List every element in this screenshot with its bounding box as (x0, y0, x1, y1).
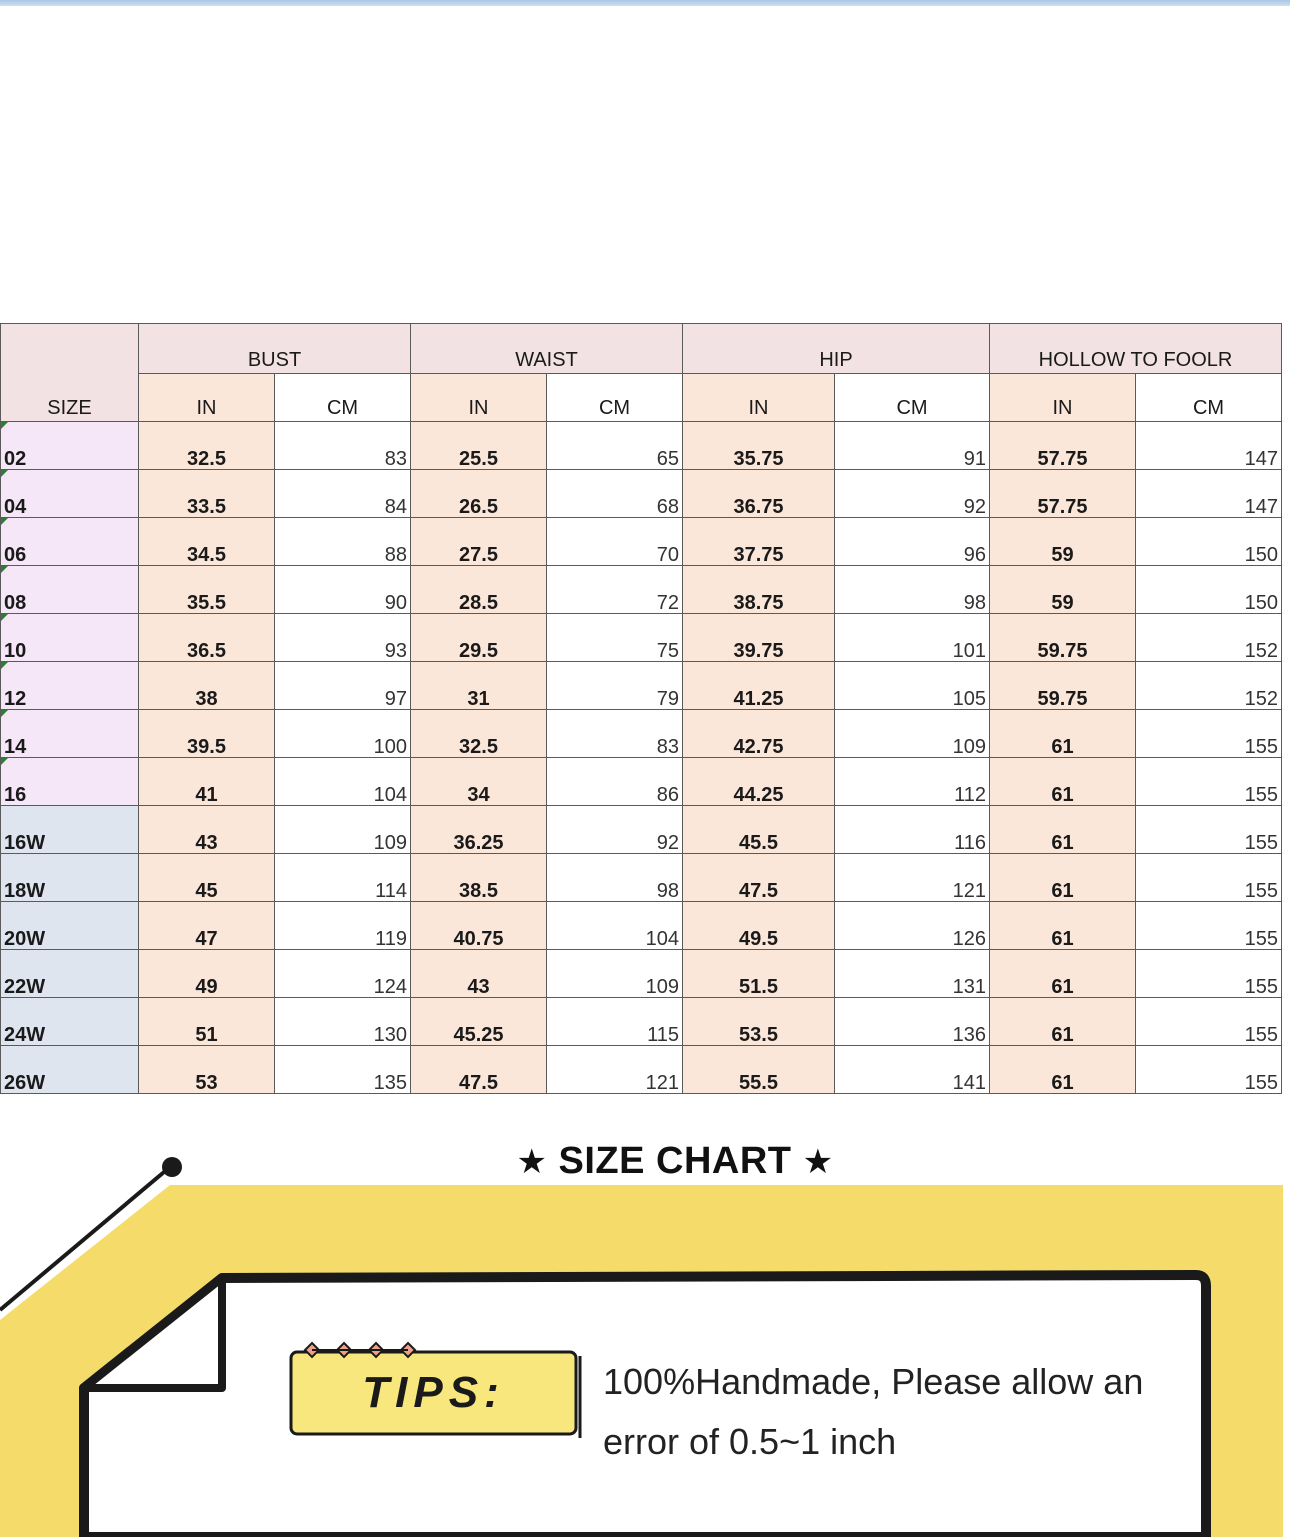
inch-value-cell: 43 (411, 950, 547, 998)
cm-value-cell: 109 (835, 710, 990, 758)
inch-value-cell: 32.5 (139, 422, 275, 470)
waist-in-header: IN (411, 374, 547, 422)
cm-value-cell: 84 (275, 470, 411, 518)
inch-value-cell: 44.25 (683, 758, 835, 806)
inch-value-cell: 38 (139, 662, 275, 710)
cm-value-cell: 75 (547, 614, 683, 662)
size-cell: 22W (1, 950, 139, 998)
inch-value-cell: 29.5 (411, 614, 547, 662)
cm-value-cell: 90 (275, 566, 411, 614)
size-cell: 16W (1, 806, 139, 854)
inch-value-cell: 35.5 (139, 566, 275, 614)
inch-value-cell: 61 (990, 950, 1136, 998)
size-cell: 04 (1, 470, 139, 518)
size-cell: 20W (1, 902, 139, 950)
table-row (1, 854, 1282, 902)
size-cell: 10 (1, 614, 139, 662)
cm-value-cell: 121 (547, 1046, 683, 1094)
inch-value-cell: 57.75 (990, 470, 1136, 518)
cm-value-cell: 115 (547, 998, 683, 1046)
inch-value-cell: 59.75 (990, 614, 1136, 662)
cm-value-cell: 92 (547, 806, 683, 854)
cm-value-cell: 124 (275, 950, 411, 998)
table-row (1, 470, 1282, 518)
pin-dot (162, 1157, 182, 1177)
inch-value-cell: 32.5 (411, 710, 547, 758)
cm-value-cell: 147 (1136, 470, 1282, 518)
hip-cm-header: CM (835, 374, 990, 422)
inch-value-cell: 61 (990, 854, 1136, 902)
table-row (1, 950, 1282, 998)
size-column-header: SIZE (1, 324, 139, 422)
cm-value-cell: 126 (835, 902, 990, 950)
tips-badge: TIPS: (362, 1368, 505, 1417)
cm-value-cell: 155 (1136, 998, 1282, 1046)
inch-value-cell: 36.25 (411, 806, 547, 854)
table-row (1, 422, 1282, 470)
cm-value-cell: 98 (835, 566, 990, 614)
inch-value-cell: 41 (139, 758, 275, 806)
cm-value-cell: 68 (547, 470, 683, 518)
table-row (1, 710, 1282, 758)
inch-value-cell: 31 (411, 662, 547, 710)
cm-value-cell: 79 (547, 662, 683, 710)
inch-value-cell: 49 (139, 950, 275, 998)
cm-value-cell: 136 (835, 998, 990, 1046)
cm-value-cell: 150 (1136, 566, 1282, 614)
cm-value-cell: 155 (1136, 950, 1282, 998)
tips-text (603, 1352, 1223, 1472)
cm-value-cell: 135 (275, 1046, 411, 1094)
inch-value-cell: 39.75 (683, 614, 835, 662)
inch-value-cell: 49.5 (683, 902, 835, 950)
table-row (1, 998, 1282, 1046)
cm-value-cell: 109 (275, 806, 411, 854)
cm-value-cell: 92 (835, 470, 990, 518)
size-cell: 24W (1, 998, 139, 1046)
inch-value-cell: 36.75 (683, 470, 835, 518)
inch-value-cell: 38.5 (411, 854, 547, 902)
cm-value-cell: 100 (275, 710, 411, 758)
tips-line-2: error of 0.5~1 inch (603, 1421, 897, 1462)
unit-header-row (1, 374, 1282, 422)
cm-value-cell: 114 (275, 854, 411, 902)
cm-value-cell: 91 (835, 422, 990, 470)
size-cell: 12 (1, 662, 139, 710)
cm-value-cell: 104 (275, 758, 411, 806)
table-row (1, 1046, 1282, 1094)
size-cell: 06 (1, 518, 139, 566)
inch-value-cell: 27.5 (411, 518, 547, 566)
inch-value-cell: 53 (139, 1046, 275, 1094)
inch-value-cell: 42.75 (683, 710, 835, 758)
inch-value-cell: 61 (990, 998, 1136, 1046)
waist-cm-header: CM (547, 374, 683, 422)
table-row (1, 566, 1282, 614)
bust-cm-header: CM (275, 374, 411, 422)
table-row (1, 518, 1282, 566)
size-cell: 08 (1, 566, 139, 614)
cm-value-cell: 121 (835, 854, 990, 902)
inch-value-cell: 37.75 (683, 518, 835, 566)
hollow-in-header: IN (990, 374, 1136, 422)
cm-value-cell: 98 (547, 854, 683, 902)
inch-value-cell: 61 (990, 902, 1136, 950)
cm-value-cell: 83 (275, 422, 411, 470)
table-row (1, 806, 1282, 854)
inch-value-cell: 25.5 (411, 422, 547, 470)
cm-value-cell: 93 (275, 614, 411, 662)
cm-value-cell: 130 (275, 998, 411, 1046)
inch-value-cell: 61 (990, 710, 1136, 758)
cm-value-cell: 155 (1136, 902, 1282, 950)
black-star-icon: ★ (516, 1143, 548, 1181)
inch-value-cell: 26.5 (411, 470, 547, 518)
size-cell: 16 (1, 758, 139, 806)
cm-value-cell: 104 (547, 902, 683, 950)
table-row (1, 758, 1282, 806)
inch-value-cell: 40.75 (411, 902, 547, 950)
waist-header: WAIST (411, 324, 683, 374)
cm-value-cell: 88 (275, 518, 411, 566)
inch-value-cell: 57.75 (990, 422, 1136, 470)
hip-header: HIP (683, 324, 990, 374)
inch-value-cell: 61 (990, 758, 1136, 806)
inch-value-cell: 59 (990, 566, 1136, 614)
hollow-to-floor-header: HOLLOW TO FOOLR (990, 324, 1282, 374)
inch-value-cell: 53.5 (683, 998, 835, 1046)
inch-value-cell: 45.5 (683, 806, 835, 854)
size-cell: 02 (1, 422, 139, 470)
size-cell: 26W (1, 1046, 139, 1094)
cm-value-cell: 131 (835, 950, 990, 998)
inch-value-cell: 33.5 (139, 470, 275, 518)
cm-value-cell: 116 (835, 806, 990, 854)
cm-value-cell: 97 (275, 662, 411, 710)
cm-value-cell: 105 (835, 662, 990, 710)
inch-value-cell: 47 (139, 902, 275, 950)
inch-value-cell: 28.5 (411, 566, 547, 614)
cm-value-cell: 155 (1136, 1046, 1282, 1094)
inch-value-cell: 36.5 (139, 614, 275, 662)
table-row (1, 662, 1282, 710)
inch-value-cell: 61 (990, 806, 1136, 854)
inch-value-cell: 35.75 (683, 422, 835, 470)
cm-value-cell: 152 (1136, 662, 1282, 710)
tips-line-1: 100%Handmade, Please allow an (603, 1361, 1144, 1402)
cm-value-cell: 83 (547, 710, 683, 758)
inch-value-cell: 45 (139, 854, 275, 902)
inch-value-cell: 51 (139, 998, 275, 1046)
cm-value-cell: 65 (547, 422, 683, 470)
inch-value-cell: 61 (990, 1046, 1136, 1094)
inch-value-cell: 59.75 (990, 662, 1136, 710)
size-cell: 14 (1, 710, 139, 758)
size-cell: 18W (1, 854, 139, 902)
inch-value-cell: 45.25 (411, 998, 547, 1046)
cm-value-cell: 155 (1136, 710, 1282, 758)
inch-value-cell: 41.25 (683, 662, 835, 710)
cm-value-cell: 147 (1136, 422, 1282, 470)
inch-value-cell: 47.5 (683, 854, 835, 902)
inch-value-cell: 39.5 (139, 710, 275, 758)
cm-value-cell: 72 (547, 566, 683, 614)
cm-value-cell: 96 (835, 518, 990, 566)
black-star-icon: ★ (802, 1143, 834, 1181)
cm-value-cell: 155 (1136, 758, 1282, 806)
bust-in-header: IN (139, 374, 275, 422)
cm-value-cell: 70 (547, 518, 683, 566)
group-header-row (1, 324, 1282, 374)
cm-value-cell: 119 (275, 902, 411, 950)
cm-value-cell: 109 (547, 950, 683, 998)
table-row (1, 902, 1282, 950)
inch-value-cell: 38.75 (683, 566, 835, 614)
inch-value-cell: 47.5 (411, 1046, 547, 1094)
size-chart-table (0, 323, 1282, 1094)
bust-header: BUST (139, 324, 411, 374)
table-row (1, 614, 1282, 662)
top-border-strip (0, 0, 1290, 6)
cm-value-cell: 155 (1136, 854, 1282, 902)
cm-value-cell: 150 (1136, 518, 1282, 566)
inch-value-cell: 34 (411, 758, 547, 806)
cm-value-cell: 152 (1136, 614, 1282, 662)
size-chart-title: SIZE CHART (558, 1140, 792, 1182)
inch-value-cell: 34.5 (139, 518, 275, 566)
inch-value-cell: 43 (139, 806, 275, 854)
inch-value-cell: 59 (990, 518, 1136, 566)
hollow-cm-header: CM (1136, 374, 1282, 422)
cm-value-cell: 86 (547, 758, 683, 806)
cm-value-cell: 155 (1136, 806, 1282, 854)
hip-in-header: IN (683, 374, 835, 422)
size-table-body (1, 422, 1282, 1094)
cm-value-cell: 112 (835, 758, 990, 806)
tips-card-illustration (0, 1150, 1290, 1537)
cm-value-cell: 101 (835, 614, 990, 662)
cm-value-cell: 141 (835, 1046, 990, 1094)
inch-value-cell: 51.5 (683, 950, 835, 998)
inch-value-cell: 55.5 (683, 1046, 835, 1094)
